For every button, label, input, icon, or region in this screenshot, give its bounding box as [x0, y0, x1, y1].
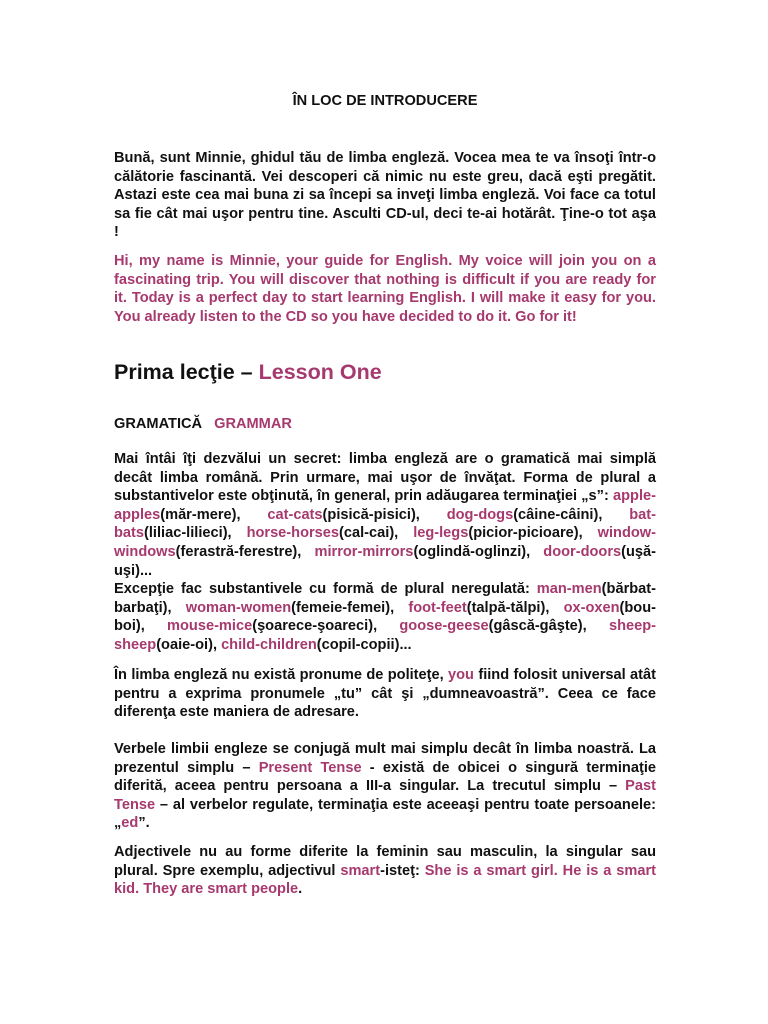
paragraph-plurals [114, 450, 656, 655]
text-run: (măr-mere), [160, 506, 268, 523]
text-run: (gâscă-gâşte), [488, 618, 609, 635]
english-term: dog-dogs [446, 506, 514, 523]
text-run: (picior-picioare), [468, 525, 598, 542]
text-run: ”. [138, 815, 150, 832]
text-run: Adjectivele nu au forme diferite la feminin sau masculin, la singular sau plural. Spre exemplu, adjectivul [114, 844, 656, 879]
text-run: (femeie-femei), [291, 599, 409, 616]
english-term: Present Tense [258, 759, 362, 776]
text-run: . [298, 881, 303, 898]
text-run: (bou-boi), [114, 599, 656, 635]
english-term: She is a smart girl. He is a smart kid. They are smart people [114, 862, 656, 898]
english-term: door-doors [543, 543, 622, 560]
english-term: apple-apples [114, 488, 656, 523]
section-heading-grammar [114, 416, 292, 432]
text-run: Verbele limbii engleze se conjugă mult mai simplu decât în limba noastră. La prezentul simplu – [114, 741, 656, 776]
grammar-label-en: GRAMMAR [214, 416, 292, 432]
text-run: (cal-cai), [339, 525, 414, 542]
grammar-label-ro: GRAMATICĂ [114, 416, 203, 432]
english-term: ed [121, 815, 139, 832]
text-run: (şoarece-şoareci), [252, 618, 400, 635]
text-run: (uşă-uşi)... [114, 543, 656, 579]
english-term: horse-horses [246, 525, 340, 542]
english-term: man-men [536, 581, 602, 598]
english-term: mouse-mice [167, 618, 253, 635]
english-term: ox-oxen [563, 599, 620, 616]
english-term: cat-cats [267, 506, 323, 523]
english-term: woman-women [185, 599, 292, 616]
text-run: – al verbelor regulate, terminaţia este aceeaşi pentru toate persoanele: „ [114, 796, 656, 832]
english-term: foot-feet [408, 599, 467, 616]
intro-romanian: Bună, sunt Minnie, ghidul tău de limba engleză. Vocea mea te va însoţi într-o călătorie fascinantă. Vei descoperi că nimic nu este greu, dacă eşti pregătit. Astazi este cea mai buna zi sa începi sa inveţi limba engleză. Voi face ca totul sa fie cât mai uşor pentru tine. Asculti CD-ul, deci te-ai hotărât. Ţine-o tot aşa ! [114, 150, 656, 241]
english-term: Past Tense [114, 778, 656, 813]
paragraph-pronouns [114, 666, 656, 722]
text-run: (bărbat-barbaţi), [114, 581, 656, 616]
text-run: - există de obicei o singură terminaţie diferită, aceea pentru persoana a III-a singular. La trecutul simplu – [114, 759, 656, 795]
text-run: (talpă-tălpi), [466, 599, 564, 616]
text-run: (ferastră-ferestre), [175, 543, 315, 560]
text-run: Mai întâi îţi dezvălui un secret: limba engleză are o gramatică mai simplă decât limba română. Prin urmare, mai uşor de învăţat. Forma de plural a substantivelor este obţinută, în general, prin adăugarea terminaţiei „s”: [114, 451, 656, 505]
text-run: Excepţie fac substantivele cu formă de plural neregulată: [114, 581, 537, 598]
lesson-title-en: Lesson One [258, 360, 382, 384]
english-term: goose-geese [399, 618, 489, 635]
text-run: (câine-câini), [513, 506, 630, 523]
page-heading: ÎN LOC DE INTRODUCERE [292, 93, 478, 109]
english-term: smart [340, 862, 381, 879]
text-run: (liliac-lilieci), [144, 525, 247, 542]
text-run: -isteţ: [380, 862, 425, 879]
intro-english: Hi, my name is Minnie, your guide for English. My voice will join you on a fascinating trip. You will discover that nothing is difficult if you are ready for it. Today is a perfect day to start learning English. I will make it easy for you. You already listen to the CD so you have decided to do it. Go for it! [114, 253, 656, 325]
text-run: (pisică-pisici), [322, 506, 447, 523]
english-term: window-windows [114, 525, 656, 560]
text-run: (copil-copii)... [316, 636, 412, 653]
paragraph-adjectives [114, 843, 656, 899]
paragraph-verbs [114, 740, 656, 833]
text-run: (oaie-oi), [156, 636, 222, 653]
text-run: (oglindă-oglinzi), [413, 543, 544, 560]
english-term: you [448, 667, 474, 683]
english-term: bat-bats [114, 506, 657, 542]
lesson-title-ro: Prima lecţie – [114, 360, 259, 384]
english-term: mirror-mirrors [314, 543, 414, 560]
english-term: sheep-sheep [114, 618, 656, 653]
text-run: fiind folosit universal atât pentru a exprima pronumele „tu” cât şi „dumneavoastră”. Ceea ce face diferenţa este maniera de adresare. [114, 667, 656, 721]
english-term: child-children [221, 636, 317, 653]
text-run: În limba engleză nu există pronume de politeţe, [114, 667, 449, 683]
lesson-title [114, 360, 382, 385]
english-term: leg-legs [413, 525, 469, 542]
